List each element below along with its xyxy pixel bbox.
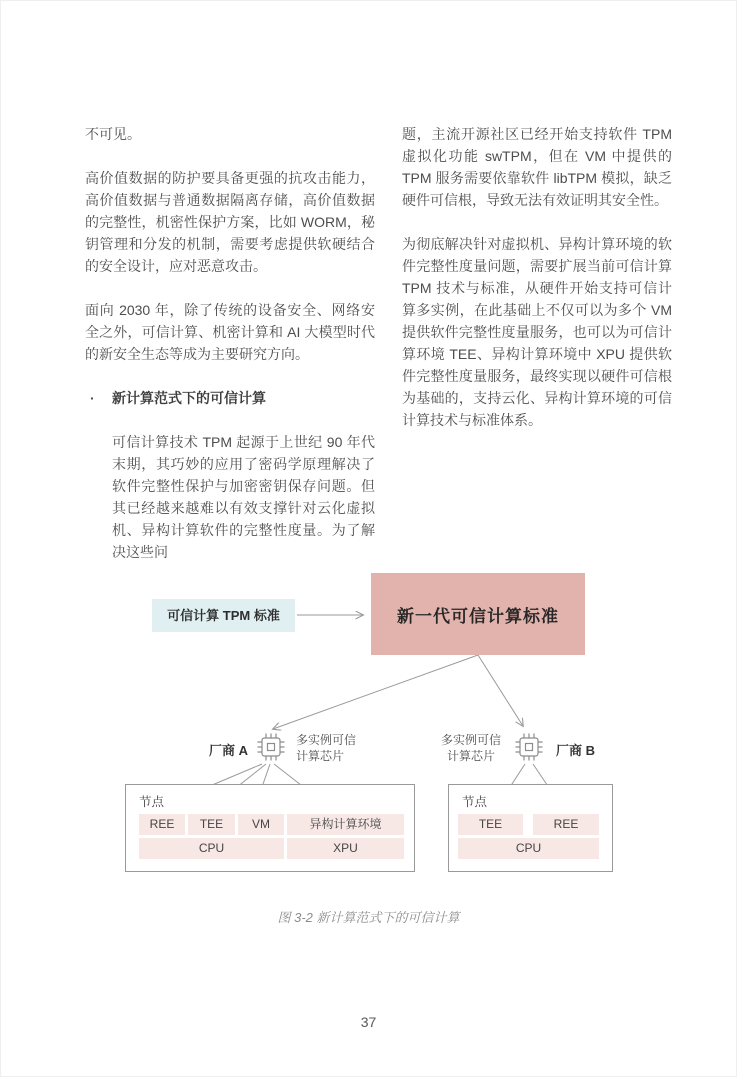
chip-icon-vendor-a: [254, 730, 288, 764]
connector-new-to-chip-a: [273, 655, 478, 729]
chip-caption-line: 多实例可信: [296, 733, 357, 747]
cell-vm: VM: [238, 814, 284, 835]
legacy-tpm-standard-box: 可信计算 TPM 标准: [152, 599, 295, 632]
paragraph: 可信计算技术 TPM 起源于上世纪 90 年代末期，其巧妙的应用了密码学原理解决了软件完整性保护与加密密钥保存问题。但其已经越来越难以有效支撑针对云化虚拟机、异构计算软件的完整性度量。为了解决这些问: [112, 434, 375, 560]
left-text-column: [85, 123, 375, 585]
chip-icon-vendor-b: [512, 730, 546, 764]
paragraph: 不可见。: [85, 126, 141, 142]
cell-tee: TEE: [188, 814, 235, 835]
cell-heterogeneous-env: 异构计算环境: [287, 814, 404, 835]
cell-ree: REE: [533, 814, 599, 835]
cell-cpu: CPU: [139, 838, 284, 859]
node-title: 节点: [462, 795, 488, 809]
chip-b-caption: [436, 732, 506, 764]
cell-ree: REE: [139, 814, 185, 835]
node-box-vendor-b: [448, 784, 613, 872]
cell-tee: TEE: [458, 814, 523, 835]
node-box-vendor-a: [125, 784, 415, 872]
page-number: 37: [360, 1014, 377, 1030]
paragraph: 高价值数据的防护要具备更强的抗攻击能力，高价值数据与普通数据隔离存储，高价值数据的完整性，机密性保护方案，比如 WORM，秘钥管理和分发的机制，需要考虑提供软硬结合的安全设计，应对恶意攻击。: [85, 170, 375, 274]
figure-caption: 图 3-2 新计算范式下的可信计算: [277, 910, 460, 925]
figure-trusted-computing-diagram: [0, 560, 737, 935]
new-generation-standard-box: 新一代可信计算标准: [371, 573, 585, 655]
diagram-connectors: [0, 560, 737, 935]
cell-cpu: CPU: [458, 838, 599, 859]
bullet-marker: ·: [90, 390, 95, 406]
paragraph: 面向 2030 年，除了传统的设备安全、网络安全之外，可信计算、机密计算和 AI 大模型时代的新安全生态等成为主要研究方向。: [85, 302, 375, 362]
chip-caption-line: 计算芯片: [446, 749, 495, 763]
chip-caption-line: 多实例可信: [440, 733, 501, 747]
paragraph: 题，主流开源社区已经开始支持软件 TPM 虚拟化功能 swTPM，但在 VM 中提供的 TPM 服务需要依靠软件 libTPM 模拟，缺乏硬件可信根，导致无法有效证明其安全性。: [402, 126, 672, 208]
paragraph: 为彻底解决针对虚拟机、异构计算环境的软件完整性度量问题，需要扩展当前可信计算 TPM 技术与标准，从硬件开始支持可信计算多实例，在此基础上不仅可以为多个 VM 提供软件完整性度量服务，也可以为可信计算环境 TEE、异构计算环境中 XPU 提供软件完整性度量服务，最终实现以硬件可信根为基础的，支持云化、异构计算环境的可信计算技术与标准体系。: [402, 236, 672, 428]
bullet-heading: 新计算范式下的可信计算: [112, 390, 266, 406]
connector-new-to-chip-b: [478, 655, 523, 726]
right-text-column: [402, 123, 672, 453]
chip-a-caption: [296, 732, 356, 764]
bullet-section: [85, 387, 375, 563]
cell-xpu: XPU: [287, 838, 404, 859]
chip-caption-line: 计算芯片: [296, 749, 345, 763]
vendor-b-label: 厂商 B: [556, 743, 596, 758]
vendor-a-label: 厂商 A: [208, 743, 248, 758]
node-title: 节点: [139, 795, 165, 809]
